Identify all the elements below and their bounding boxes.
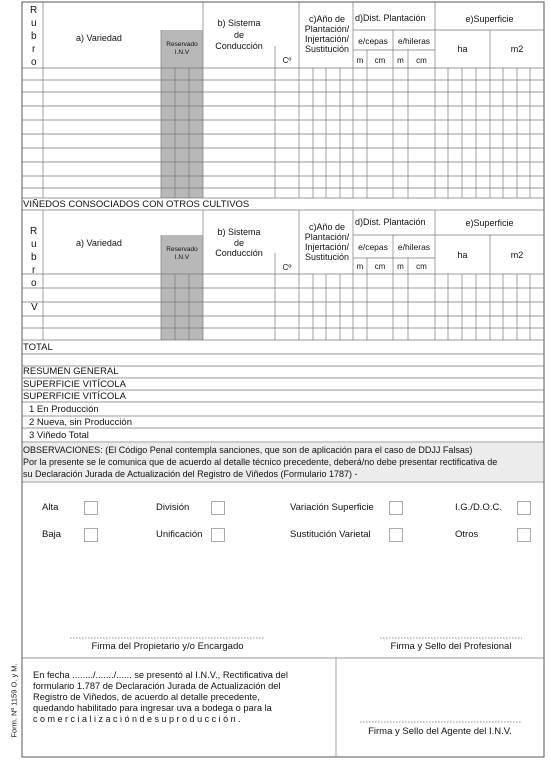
form-number: Form. Nº 1159 O. y M.	[9, 663, 19, 738]
ha-header: ha	[457, 250, 468, 260]
division-checkbox[interactable]	[211, 501, 225, 515]
fecha-line: En fecha ......../......./...... se presentó al I.N.V., Rectificativa del	[33, 670, 288, 680]
anio-plantacion: Plantación/	[304, 24, 350, 34]
reservado-header: Reservado	[166, 41, 198, 48]
observaciones-line: su Declaración Jurada de Actualización del Registro de Viñedos (Formulario 1787) -	[23, 469, 358, 479]
sustitucion-varietal-checkbox[interactable]	[389, 528, 403, 542]
vinedo-total-row: 3 Viñedo Total	[29, 430, 89, 441]
unificacion-label: Unificación	[156, 529, 203, 540]
m-header: m	[397, 262, 404, 271]
variacion-superficie-checkbox[interactable]	[389, 501, 403, 515]
cm-header: cm	[416, 56, 427, 65]
inv-header: I.N.V	[174, 49, 190, 56]
sistema-de: de	[233, 30, 244, 40]
ig-doc-label: I.G./D.O.C.	[455, 502, 502, 513]
dist-header: d)Dist. Plantación	[355, 13, 426, 23]
e-hileras-header: e/hileras	[397, 36, 431, 46]
m2-header: m2	[510, 44, 524, 54]
rubro-letter: R	[30, 5, 38, 16]
anio-header: c)Año de	[308, 14, 346, 24]
rubro-letter: b	[31, 252, 37, 263]
anio-header: c)Año de	[308, 222, 346, 232]
anio-injertacion: Injertación/	[304, 242, 350, 252]
fecha-line: Registro de Viñedos, de acuerdo al detalle precedente,	[33, 692, 260, 702]
rubro-letter: o	[31, 278, 37, 289]
rubro-letter: o	[31, 57, 37, 68]
en-produccion-row: 1 En Producción	[29, 404, 99, 415]
ig-doc-checkbox[interactable]	[517, 501, 531, 515]
superficie-viticola-2: SUPERFICIE VITÍCOLA	[23, 391, 126, 402]
total-row: TOTAL	[23, 342, 53, 353]
anio-sustitucion: Sustitución	[304, 44, 350, 54]
variedad-header: a) Variedad	[76, 33, 122, 43]
division-label: División	[156, 502, 190, 513]
vinedos-consociados-title: VIÑEDOS CONSOCIADOS CON OTROS CULTIVOS	[23, 199, 250, 210]
cm-header: cm	[374, 262, 386, 271]
superficie-header: e)Superficie	[465, 218, 514, 228]
unificacion-checkbox[interactable]	[211, 528, 225, 542]
resumen-general: RESUMEN GENERAL	[23, 366, 119, 377]
e-cepas-header: e/cepas	[358, 242, 388, 252]
e-cepas-header: e/cepas	[358, 36, 388, 46]
rubro-letter: b	[31, 31, 37, 42]
superficie-header: e)Superficie	[465, 14, 514, 24]
cm-header: cm	[416, 262, 427, 271]
firma-agente-label: Firma y Sello del Agente del I.N.V.	[368, 726, 512, 737]
baja-checkbox[interactable]	[84, 528, 98, 542]
anio-plantacion: Plantación/	[304, 232, 350, 242]
otros-checkbox[interactable]	[517, 528, 531, 542]
firma-profesional-label: Firma y Sello del Profesional	[390, 641, 512, 652]
e-hileras-header: e/hileras	[397, 242, 431, 252]
rubro-letter: u	[31, 18, 37, 29]
firma-propietario-label: Firma del Propietario y/o Encargado	[91, 641, 244, 652]
superficie-viticola-1: SUPERFICIE VITÍCOLA	[23, 379, 126, 390]
grados-header: Cº	[282, 263, 292, 272]
rubro-letter: R	[30, 226, 38, 237]
conduccion-header: Conducción	[215, 41, 263, 51]
anio-sustitucion: Sustitución	[304, 252, 350, 262]
nueva-sin-produccion-row: 2 Nueva, sin Producción	[29, 417, 132, 428]
conduccion-header: Conducción	[215, 248, 263, 258]
anio-injertacion: Injertación/	[304, 34, 350, 44]
inv-header: I.N.V	[174, 254, 190, 261]
fecha-line: quedando habilitado para ingresar uva a bodega o para la	[33, 703, 272, 713]
otros-label: Otros	[455, 529, 479, 540]
rubro-letter: r	[32, 265, 36, 276]
m2-header: m2	[510, 250, 524, 260]
alta-checkbox[interactable]	[84, 501, 98, 515]
baja-label: Baja	[42, 529, 62, 540]
sistema-header: b) Sistema	[217, 18, 261, 28]
ha-header: ha	[457, 44, 468, 54]
m-header: m	[397, 56, 404, 65]
dist-header: d)Dist. Plantación	[355, 217, 426, 227]
fecha-line: formulario 1.787 de Declaración Jurada de Actualización del	[33, 681, 281, 691]
cm-header: cm	[374, 56, 386, 65]
m-header: m	[356, 56, 364, 65]
rubro-letter: r	[32, 44, 36, 55]
m-header: m	[356, 262, 364, 271]
observaciones-line: OBSERVACIONES: (El Código Penal contempla sanciones, que son de aplicación para el caso de DDJJ Falsas)	[23, 445, 473, 455]
sistema-header: b) Sistema	[217, 227, 261, 237]
variacion-superficie-label: Variación Superficie	[290, 502, 374, 513]
grados-header: Cº	[282, 56, 292, 65]
rubro-letter: u	[31, 239, 37, 250]
fecha-line: c o m e r c i a l i z a c i ó n d e s u p r o d u c c i ó n .	[33, 714, 241, 724]
sustitucion-varietal-label: Sustitución Varietal	[290, 529, 371, 540]
alta-label: Alta	[42, 502, 59, 513]
observaciones-line: Por la presente se le comunica que de acuerdo al detalle técnico precedente, deberá/no debe presentar rectificativa de	[23, 457, 498, 467]
rubro-letter: V	[31, 302, 38, 313]
sistema-de: de	[233, 238, 244, 248]
reservado-header: Reservado	[166, 246, 198, 253]
variedad-header: a) Variedad	[76, 238, 122, 248]
